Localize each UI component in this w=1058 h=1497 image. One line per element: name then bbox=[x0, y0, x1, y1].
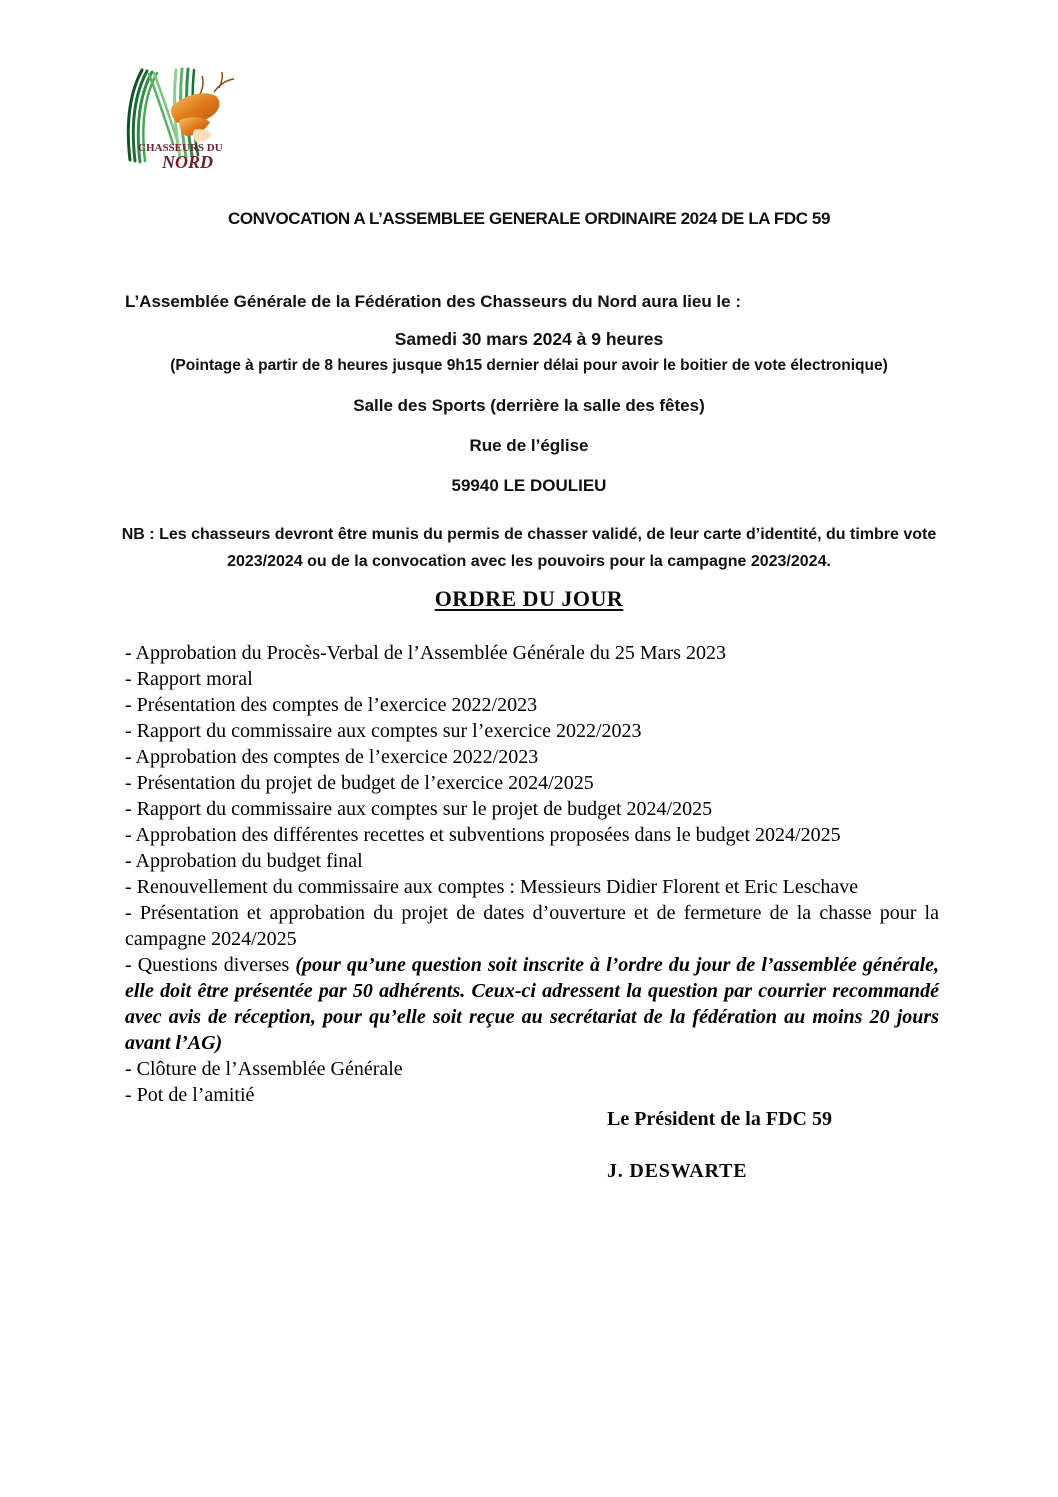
agenda-item-text: - Questions diverses bbox=[125, 954, 296, 976]
agenda-item-text: - Clôture de l’Assemblée Générale bbox=[125, 1058, 403, 1080]
agenda-item bbox=[125, 1082, 939, 1108]
agenda-heading-text: ORDRE DU JOUR bbox=[434, 586, 624, 611]
agenda-item bbox=[125, 718, 939, 744]
agenda-list bbox=[125, 640, 939, 1108]
agenda-item-text: - Renouvellement du commissaire aux comptes : Messieurs Didier Florent et Eric Leschave bbox=[125, 876, 859, 898]
agenda-item bbox=[125, 1056, 939, 1082]
agenda-item-italic-note: (pour qu’une question soit inscrite à l’ordre du jour de l’assemblée générale, elle doit être présentée par 50 adhérents. Ceux-ci adressent la question par courrier recommandé avec avis de réception, pour qu’elle soit reçue au secrétariat de la fédération au moins 20 jours avant l’AG) bbox=[125, 954, 940, 1054]
agenda-item bbox=[125, 744, 939, 770]
signature-role: Le Président de la FDC 59 bbox=[607, 1108, 832, 1130]
event-date: Samedi 30 mars 2024 à 9 heures bbox=[394, 329, 664, 349]
nb-note: NB : Les chasseurs devront être munis du permis de chasser validé, de leur carte d’identité, du timbre vote 2023/2024 ou de la convocation avec les pouvoirs pour la campagne 2023/2024. bbox=[121, 526, 937, 570]
agenda-item-text: - Rapport du commissaire aux comptes sur le projet de budget 2024/2025 bbox=[125, 798, 713, 820]
chasseurs-du-nord-logo bbox=[116, 64, 242, 172]
agenda-item-text: - Pot de l’amitié bbox=[125, 1084, 255, 1106]
agenda-item bbox=[125, 874, 939, 900]
document-title: CONVOCATION A L’ASSEMBLEE GENERALE ORDINAIRE 2024 DE LA FDC 59 bbox=[227, 209, 831, 228]
intro-line: L’Assemblée Générale de la Fédération des Chasseurs du Nord aura lieu le : bbox=[125, 292, 741, 311]
agenda-item-text: - Approbation du Procès-Verbal de l’Assemblée Générale du 25 Mars 2023 bbox=[125, 642, 726, 664]
agenda-item bbox=[125, 822, 939, 848]
signature-name: J. DESWARTE bbox=[607, 1160, 748, 1182]
agenda-item bbox=[125, 692, 939, 718]
agenda-item-text: - Présentation du projet de budget de l’exercice 2024/2025 bbox=[125, 772, 594, 794]
agenda-item-text: - Rapport du commissaire aux comptes sur l’exercice 2022/2023 bbox=[125, 720, 642, 742]
agenda-item bbox=[125, 952, 939, 1056]
agenda-item bbox=[125, 796, 939, 822]
event-city: 59940 LE DOULIEU bbox=[451, 476, 607, 495]
logo-caption-top: CHASSEURS DU bbox=[138, 142, 223, 154]
logo-graphic bbox=[116, 64, 242, 172]
event-venue: Salle des Sports (derrière la salle des fêtes) bbox=[353, 396, 705, 415]
agenda-item bbox=[125, 900, 939, 952]
agenda-item-text: - Approbation des comptes de l’exercice 2022/2023 bbox=[125, 746, 539, 768]
agenda-item-text: - Présentation des comptes de l’exercice 2022/2023 bbox=[125, 694, 538, 716]
agenda-item bbox=[125, 640, 939, 666]
agenda-item-text: - Présentation et approbation du projet de dates d’ouverture et de fermeture de la chasse pour la campagne 2024/2025 bbox=[125, 902, 939, 950]
logo-caption-bottom: NORD bbox=[162, 152, 214, 172]
agenda-item-text: - Approbation des différentes recettes et subventions proposées dans le budget 2024/2025 bbox=[125, 824, 841, 846]
agenda-heading bbox=[0, 586, 1058, 612]
agenda-item bbox=[125, 848, 939, 874]
agenda-item-text: - Approbation du budget final bbox=[125, 850, 363, 872]
agenda-item bbox=[125, 770, 939, 796]
event-street: Rue de l’église bbox=[469, 436, 589, 455]
agenda-item-text: - Rapport moral bbox=[125, 668, 253, 690]
agenda-item bbox=[125, 666, 939, 692]
event-checkin-note: (Pointage à partir de 8 heures jusque 9h15 dernier délai pour avoir le boitier de vote électronique) bbox=[170, 357, 888, 374]
